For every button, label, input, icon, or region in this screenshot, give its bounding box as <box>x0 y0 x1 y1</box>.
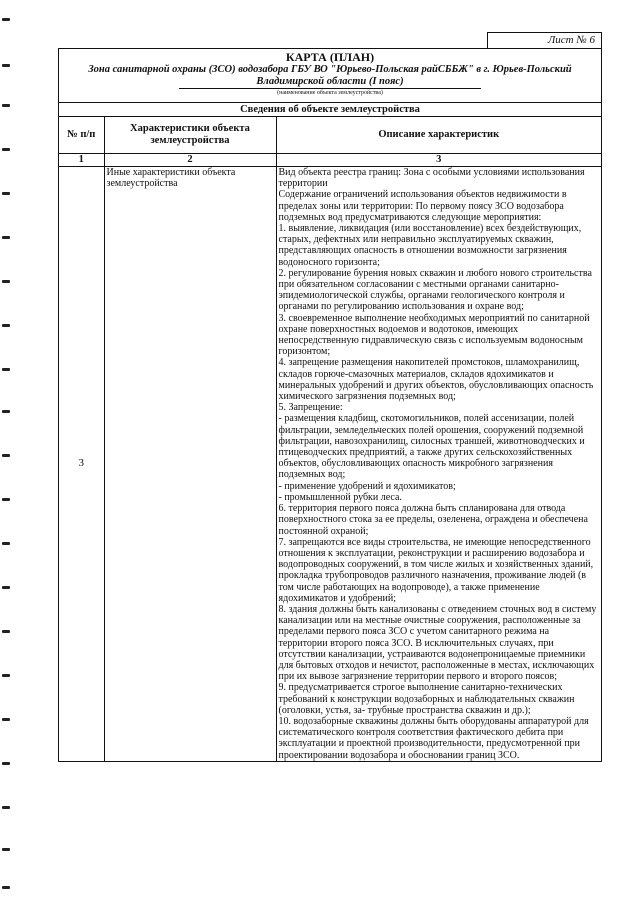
document-subtitle: Зона санитарной охраны (ЗСО) водозабора ГБУ ВО "Юрьево-Польская райСББЖ" в г. Юрьев-Польский Владимирской области (I пояс) <box>88 64 572 87</box>
binding-marks <box>0 0 20 905</box>
table-header-row <box>59 117 601 154</box>
description-paragraph: - промышленной рубки леса. <box>278 491 402 503</box>
col-header-description: Описание характеристик <box>276 117 601 154</box>
subtitle-caption: (наименование объекта землеустройства) <box>277 90 383 96</box>
description-paragraph: 4. запрещение размещения накопителей промстоков, шламохранилищ, складов горюче-смазочных материалов, складов ядохимикатов и минеральных удобрений и других объектов, обусловливающих опасность химического загрязнения подземных вод; <box>278 357 594 403</box>
sheet-number-box <box>487 32 602 49</box>
description-paragraph: 7. запрещаются все виды строительства, не имеющие непосредственного отношения к эксплуатации, реконструкции и расширению водозабора и водопроводных сооружений, в том числе жилых и хозяйственных зданий, прокладка трубопроводов различного назначения, проживание людей (в том числе работающих на водопроводе), а также применение ядохимикатов и удобрений; <box>278 536 594 604</box>
col-number-3: 3 <box>276 154 601 167</box>
sheet-number-label: Лист № 6 <box>547 34 595 46</box>
col-number-1: 1 <box>59 154 104 167</box>
description-paragraph: 9. предусматривается строгое выполнение санитарно-технических требований к конструкции водозаборных и наблюдательных скважин (оголовки, устья, за- трубные пространства скважин и др.); <box>278 682 575 716</box>
table-row <box>59 167 601 761</box>
description-paragraph: Содержание ограничений использования объектов недвижимости в пределах зоны или территории: По первому поясу ЗСО водозабора подземных вод предусматриваются следующие мероприятия: <box>278 189 567 223</box>
description-paragraph: 5. Запрещение: <box>278 402 343 414</box>
description-paragraph: 2. регулирование бурения новых скважин и любого нового строительства при обязательном согласовании с местными органами санитарно- эпидемиологической службы, органами геологического контроля и органами по регулированию использования и охране вод; <box>278 267 592 313</box>
description-paragraph: 8. здания должны быть канализованы с отведением сточных вод в систему канализации или на местные очистные сооружения, расположенные за пределами первого пояса ЗСО с учетом санитарного режима на территории второго пояса ЗСО. В исключительных случаях, при отсутствии канализации, устраиваются водонепроницаемые приемники для бытовых отходов и нечистот, расположенные в местах, исключающих при их вывозе загрязнение территории первого и второго поясов; <box>278 603 597 683</box>
description-paragraph: 1. выявление, ликвидация (или восстановление) всех бездействующих, старых, дефектных или неправильно эксплуатируемых скважин, представляющих опасность в отношении возможности загрязнения водоносного горизонта; <box>278 223 582 268</box>
col-header-characteristic: Характеристики объекта землеустройства <box>104 117 276 154</box>
description-paragraph: Вид объекта реестра границ: Зона с особыми условиями использования территории <box>278 167 585 190</box>
description-paragraph: - применение удобрений и ядохимикатов; <box>278 480 456 492</box>
col-header-number: № п/п <box>59 117 104 154</box>
description-paragraph: 3. своевременное выполнение необходимых мероприятий по санитарной охране поверхностных водоемов и водотоков, имеющих непосредственную гидравлическую связь с используемым водоносным горизонтом; <box>278 312 590 358</box>
row-description <box>276 167 601 761</box>
section-title: Сведения об объекте землеустройства <box>59 102 601 117</box>
row-characteristic: Иные характеристики объекта землеустройства <box>104 167 276 761</box>
description-paragraph: 6. территория первого пояса должна быть спланирована для отвода поверхностного стока за ее пределы, озеленена, ограждена и обеспечена постоянной охраной; <box>278 503 588 537</box>
row-number: 3 <box>59 167 104 761</box>
col-number-2: 2 <box>104 154 276 167</box>
description-paragraph: - размещения кладбищ, скотомогильников, полей ассенизации, полей фильтрации, земледельческих полей орошения, сооружений подземной фильтрации, навозохранилищ, силосных траншей, животноводческих и птицеводческих предприятий, а также других сельскохозяйственных объектов, обусловливающих опасность микробного загрязнения подземных вод; <box>278 413 585 481</box>
document-title: КАРТА (ПЛАН) <box>285 50 375 64</box>
description-paragraph: 10. водозаборные скважины должны быть оборудованы аппаратурой для систематического контроля соответствия фактического дебита при эксплуатации и проектной производительности, предусмотренной при проектировании водозабора и обосновании границ ЗСО. <box>278 715 589 761</box>
characteristics-table <box>59 117 601 761</box>
document-frame <box>58 48 602 762</box>
table-colnum-row <box>59 154 601 167</box>
